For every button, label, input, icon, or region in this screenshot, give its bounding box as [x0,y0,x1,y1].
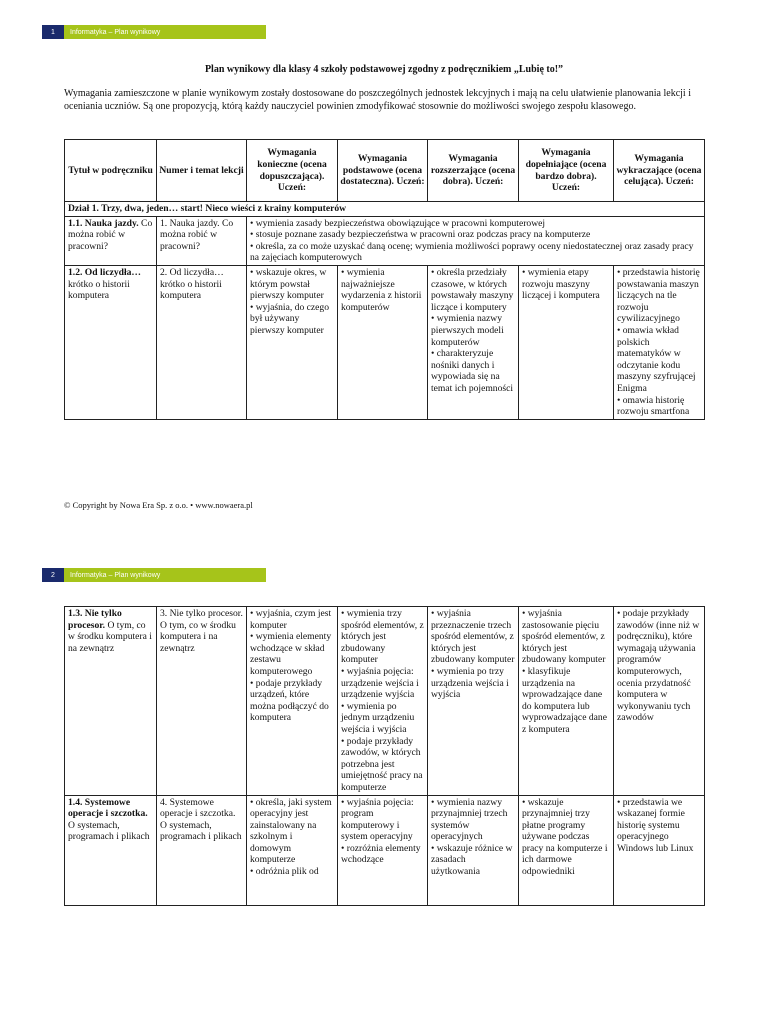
requirement-item: • wskazuje przynajmniej trzy płatne programy używane podczas pracy na komputerze i ich darmowe odpowiedniki [522,796,608,878]
topic-title-cell [65,607,157,796]
requirement-cell [614,265,705,419]
requirement-item: • określa, jaki system operacyjny jest zainstalowany na szkolnym i domowym komputerze [250,796,332,866]
column-header: Wymagania konieczne (ocena dopuszczająca). Uczeń: [247,140,338,202]
lesson-cell: 1. Nauka jazdy. Co można robić w pracowni? [157,216,247,265]
column-header: Numer i temat lekcji [157,140,247,202]
requirement-item: • wyjaśnia przeznaczenie trzech spośród elementów, z których jest zbudowany komputer [431,608,515,666]
topic-title-rest: krótko o historii komputera [68,278,130,302]
requirement-item: • wymienia zasady bezpieczeństwa obowiązujące w pracowni komputerowej [250,217,546,229]
requirement-item: • wskazuje różnice w zasadach użytkowania [431,842,513,878]
page-header-band [42,568,266,582]
topic-title-bold: 1.2. Od liczydła… [68,266,142,278]
requirement-item: • rozróżnia elementy wchodzące [341,842,421,866]
topic-title-bold: 1.3. Nie tylko procesor. [68,608,122,631]
table-row [65,607,705,796]
requirement-item: • wymienia etapy rozwoju maszyny liczącej i komputera [522,266,600,302]
requirement-item: • wymienia po jednym urządzeniu wejścia i wyjścia [341,700,415,735]
requirement-cell [519,795,614,905]
requirement-cell [519,607,614,796]
requirement-cell [247,265,338,419]
document-title: Plan wynikowy dla klasy 4 szkoły podstawowej zgodny z podręcznikiem „Lubię to!” [204,64,564,75]
topic-title-rest: O tym, co w środku komputera i na zewnątrz [68,619,152,654]
requirement-item: • odróżnia plik od [250,866,319,878]
requirement-item: • stosuje poznane zasady bezpieczeństwa w pracowni oraz podczas pracy na komputerze [250,229,591,241]
page-number: 2 [42,568,64,582]
requirement-cell [428,265,519,419]
requirement-cell [428,795,519,905]
copyright-footer: © Copyright by Nowa Era Sp. z o.o. • www.nowaera.pl [64,500,253,510]
column-header: Wymagania rozszerzające (ocena dobra). Uczeń: [428,140,519,202]
lesson-cell: 3. Nie tylko procesor. O tym, co w środku komputera i na zewnątrz [157,607,247,796]
requirement-item: • wyjaśnia, czym jest komputer [250,608,332,631]
page-number: 1 [42,25,64,39]
requirement-item: • wskazuje okres, w którym powstał pierwszy komputer [250,266,327,302]
requirement-item: • wymienia trzy spośród elementów, z których jest zbudowany komputer [341,608,424,666]
column-header: Wymagania wykraczające (ocena celująca). Uczeń: [614,140,705,202]
requirements-table-continued [64,606,705,906]
requirement-item: • wymienia elementy wchodzące w skład zestawu komputerowego [250,631,332,677]
topic-title-rest: Co można robić w pracowni? [68,217,153,252]
requirement-item: • podaje przykłady urządzeń, które można podłączyć do komputera [250,677,329,724]
requirement-cell [247,795,338,905]
lesson-cell: 2. Od liczydła… krótko o historii komputera [157,265,247,419]
requirement-cell [519,265,614,419]
requirement-item: • wymienia nazwy pierwszych modeli komputerów [431,313,504,348]
table-header-row [65,140,705,202]
requirement-item: • omawia historię rozwoju smartfona [617,394,690,418]
requirement-cell [247,607,338,796]
requirement-item: • wyjaśnia pojęcia: urządzenie wejścia i urządzenie wyjścia [341,665,419,701]
requirement-item: • wyjaśnia, do czego był używany pierwszy komputer [250,301,330,336]
requirement-item: • przedstawia we wskazanej formie historię systemu operacyjnego Windows lub Linux [617,796,694,854]
intro-paragraph: Wymagania zamieszczone w planie wynikowym zostały dostosowane do poszczególnych jednostek lekcyjnych i mają na celu ułatwienie planowania lekcji i oceniania uczniów. Są one propozycją, którą każdy nauczyciel powinien zmodyfikować stosownie do możliwości swojego zespołu klasowego. [64,88,691,112]
column-header: Wymagania podstawowe (ocena dostateczna). Uczeń: [338,140,428,202]
lesson-cell: 4. Systemowe operacje i szczotka. O systemach, programach i plikach [157,795,247,905]
merged-requirements-cell [247,216,705,265]
column-header: Wymagania dopełniające (ocena bardzo dobra). Uczeń: [519,140,614,202]
page-header-label: Informatyka – Plan wynikowy [64,25,266,39]
section-title: Dział 1. Trzy, dwa, jeden… start! Nieco wieści z krainy komputerów [65,202,705,217]
requirement-cell [428,607,519,796]
table-row [65,265,705,419]
topic-title-cell [65,795,157,905]
topic-title-bold: 1.4. Systemowe operacje i szczotka. [68,796,148,820]
requirement-item: • charakteryzuje nośniki danych i wypowiada się na temat ich pojemności [431,348,514,394]
requirement-item: • klasyfikuje urządzenia na wprowadzające dane do komputera lub wyprowadzające dane z komputera [522,665,607,735]
requirement-cell [338,795,428,905]
requirements-table [64,139,705,420]
page-header-label: Informatyka – Plan wynikowy [64,568,266,582]
requirement-item: • wyjaśnia zastosowanie pięciu spośród elementów, z których jest zbudowany komputer [522,608,606,666]
requirement-cell [338,607,428,796]
requirement-item: • wymienia najważniejsze wydarzenia z historii komputerów [341,266,422,313]
section-row [65,202,705,217]
requirement-item: • wyjaśnia pojęcia: program komputerowy i system operacyjny [341,796,414,843]
column-header: Tytuł w podręczniku [65,140,157,202]
requirement-cell [614,795,705,905]
requirement-cell [614,607,705,796]
topic-title-cell [65,265,157,419]
page-header-band [42,25,266,39]
requirement-item: • określa, za co może uzyskać daną ocenę; wymienia możliwości poprawy oceny niedostatecznej oraz zasady pracy na zajęciach komputerowych [250,240,694,264]
topic-title-cell [65,216,157,265]
requirement-item: • podaje przykłady zawodów, w których potrzebna jest umiejętność pracy na komputerze [341,735,423,793]
requirement-cell [338,265,428,419]
requirement-item: • omawia wkład polskich matematyków w odczytanie kodu maszyny szyfrującej Enigma [617,324,696,394]
requirement-item: • podaje przykłady zawodów (inne niż w podręczniku), które wymagają używania programów komputerowych, ocenia przydatność komputera w wykonywaniu tych zawodów [617,608,700,724]
table-row [65,216,705,265]
table-row [65,795,705,905]
requirement-item: • przedstawia historię powstawania maszyn liczących na tle rozwoju cywilizacyjnego [617,266,700,325]
requirement-item: • określa przedziały czasowe, w których powstawały maszyny liczące i komputery [431,266,514,313]
topic-title-bold: 1.1. Nauka jazdy. [68,217,139,229]
requirement-item: • wymienia nazwy przynajmniej trzech systemów operacyjnych [431,796,508,843]
topic-title-rest: O systemach, programach i plikach [68,819,150,843]
requirement-item: • wymienia po trzy urządzenia wejścia i wyjścia [431,665,509,701]
